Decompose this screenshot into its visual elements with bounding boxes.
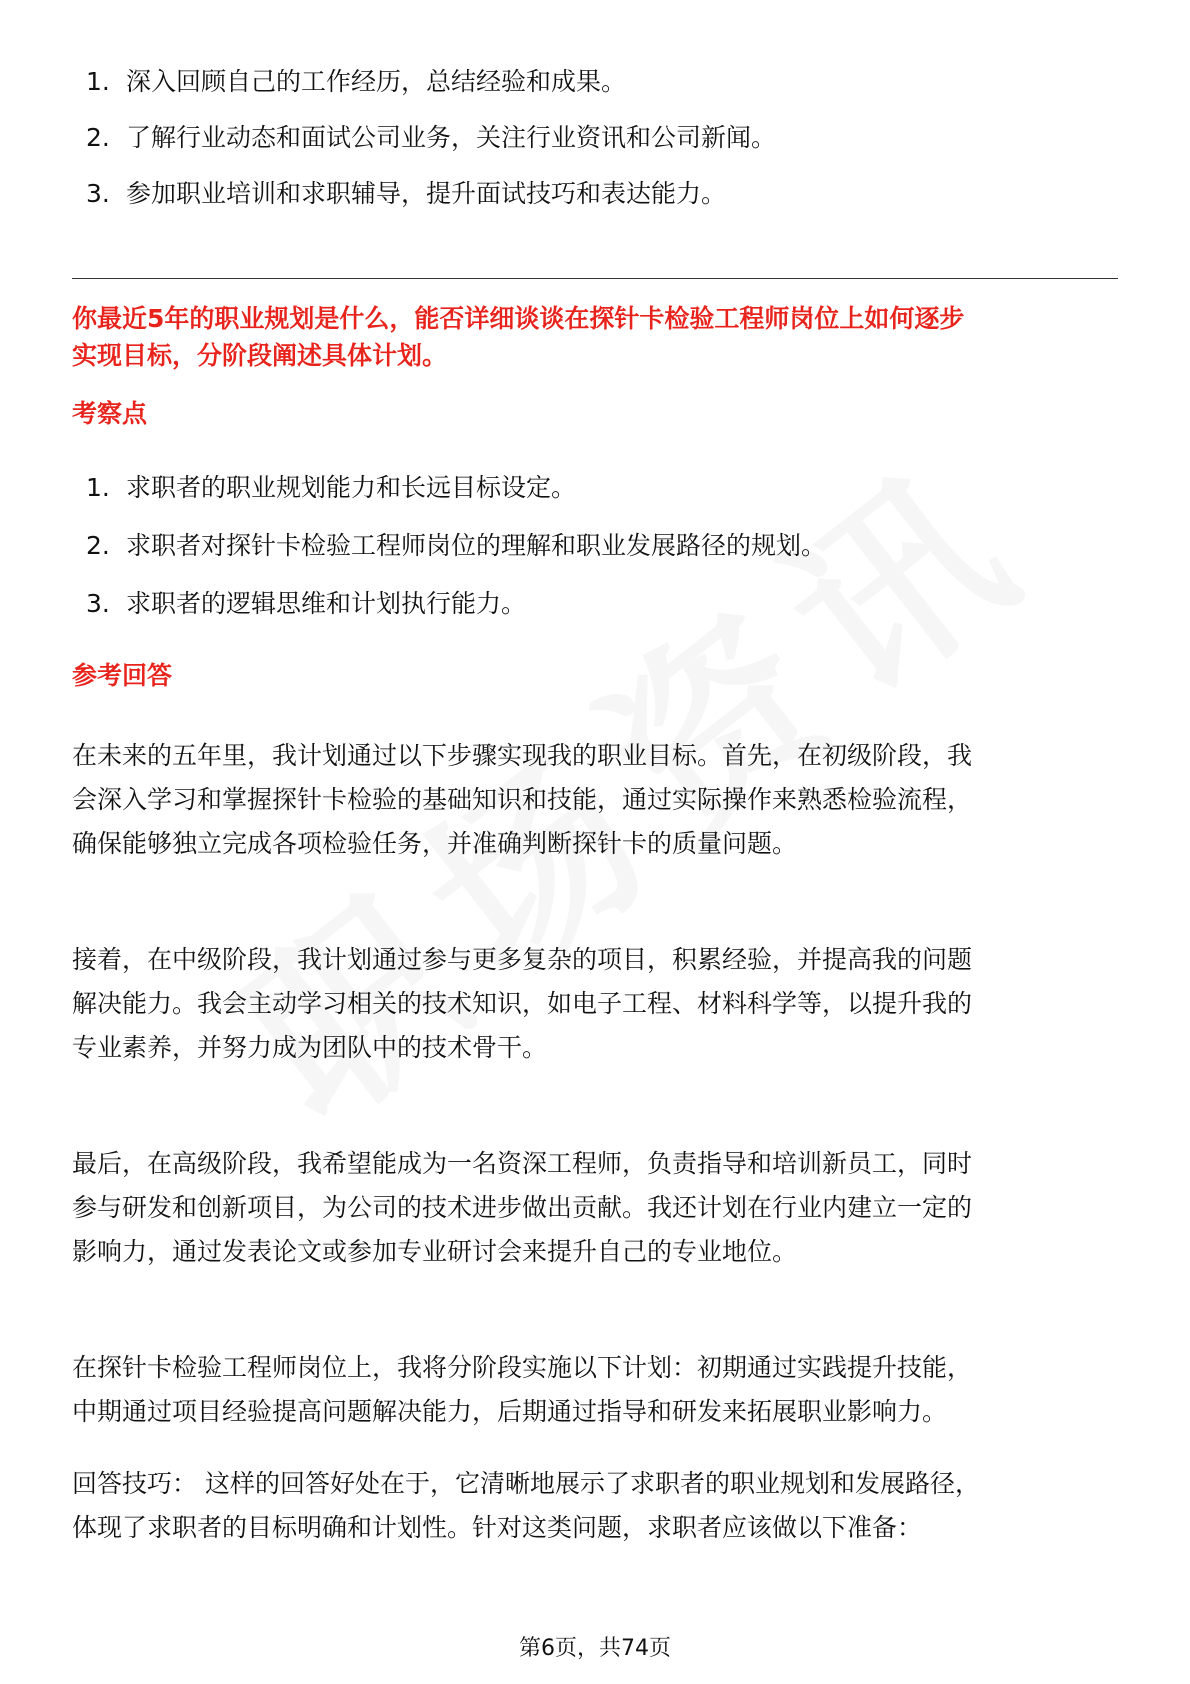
list-item	[72, 474, 826, 502]
list-item	[72, 68, 776, 96]
answer-paragraph	[72, 1142, 1122, 1274]
paragraph-line: 回答技巧： 这样的回答好处在于，它清晰地展示了求职者的职业规划和发展路径，	[72, 1469, 980, 1498]
question-line: 你最近5年的职业规划是什么，能否详细谈谈在探针卡检验工程师岗位上如何逐步	[72, 304, 965, 333]
focus-list	[72, 474, 826, 648]
list-number: 3.	[86, 589, 110, 618]
list-text: 参加职业培训和求职辅导，提升面试技巧和表达能力。	[126, 179, 727, 208]
paragraph-line: 中期通过项目经验提高问题解决能力，后期通过指导和研发来拓展职业影响力。	[72, 1397, 948, 1426]
list-number: 1.	[86, 473, 110, 502]
list-number: 1.	[86, 67, 110, 96]
focus-heading: 考察点	[72, 399, 148, 428]
list-number: 3.	[86, 179, 110, 208]
answer-paragraph	[72, 734, 1122, 866]
list-text: 求职者的职业规划能力和长远目标设定。	[126, 473, 577, 502]
paragraph-line: 专业素养，并努力成为团队中的技术骨干。	[72, 1033, 548, 1062]
paragraph-line: 体现了求职者的目标明确和计划性。针对这类问题，求职者应该做以下准备：	[72, 1513, 923, 1542]
previous-preparation-list	[72, 68, 776, 236]
list-text: 求职者的逻辑思维和计划执行能力。	[126, 589, 527, 618]
paragraph-line: 最后，在高级阶段，我希望能成为一名资深工程师，负责指导和培训新员工，同时	[72, 1149, 973, 1178]
paragraph-line: 参与研发和创新项目，为公司的技术进步做出贡献。我还计划在行业内建立一定的	[72, 1193, 973, 1222]
answer-tips-paragraph	[72, 1462, 1122, 1550]
list-item	[72, 532, 826, 560]
list-text: 了解行业动态和面试公司业务，关注行业资讯和公司新闻。	[126, 123, 777, 152]
list-text: 求职者对探针卡检验工程师岗位的理解和职业发展路径的规划。	[126, 531, 827, 560]
paragraph-line: 会深入学习和掌握探针卡检验的基础知识和技能，通过实际操作来熟悉检验流程，	[72, 785, 973, 814]
interview-question	[72, 300, 1122, 374]
section-divider	[72, 278, 1118, 279]
answer-paragraph	[72, 1346, 1122, 1434]
answer-paragraph	[72, 938, 1122, 1070]
question-line: 实现目标，分阶段阐述具体计划。	[72, 341, 448, 370]
paragraph-line: 确保能够独立完成各项检验任务，并准确判断探针卡的质量问题。	[72, 829, 798, 858]
list-text: 深入回顾自己的工作经历，总结经验和成果。	[126, 67, 627, 96]
list-number: 2.	[86, 531, 110, 560]
paragraph-line: 在未来的五年里，我计划通过以下步骤实现我的职业目标。首先，在初级阶段，我	[72, 741, 973, 770]
list-item	[72, 180, 776, 208]
answer-heading: 参考回答	[72, 661, 173, 690]
list-number: 2.	[86, 123, 110, 152]
paragraph-line: 接着，在中级阶段，我计划通过参与更多复杂的项目，积累经验，并提高我的问题	[72, 945, 973, 974]
paragraph-line: 在探针卡检验工程师岗位上，我将分阶段实施以下计划：初期通过实践提升技能，	[72, 1353, 973, 1382]
paragraph-line: 解决能力。我会主动学习相关的技术知识，如电子工程、材料科学等，以提升我的	[72, 989, 973, 1018]
list-item	[72, 590, 826, 618]
page-number-footer: 第6页，共74页	[519, 1636, 671, 1661]
list-item	[72, 124, 776, 152]
paragraph-line: 影响力，通过发表论文或参加专业研讨会来提升自己的专业地位。	[72, 1237, 798, 1266]
